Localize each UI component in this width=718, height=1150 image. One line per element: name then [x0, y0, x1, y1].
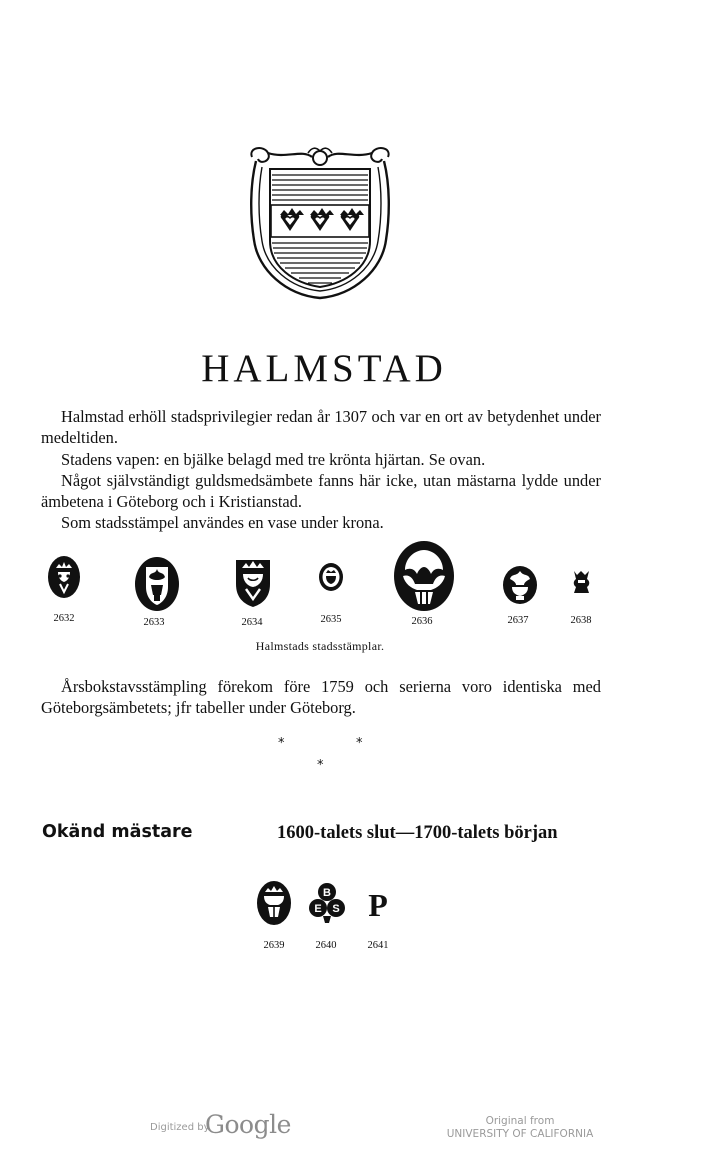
origin-line: Original from — [485, 1115, 555, 1127]
letter-p-stamp-icon — [366, 888, 390, 920]
stamp-number: 2641 — [367, 940, 389, 951]
BES-trefoil-stamp-icon — [309, 882, 345, 924]
stamp-number: 2634 — [241, 617, 263, 628]
svg-text:S: S — [332, 903, 340, 915]
master-period: 1600-talets slut—1700-talets början — [277, 823, 558, 843]
svg-text:B: B — [323, 887, 331, 899]
stamp-number: 2636 — [411, 616, 433, 627]
vase-crown-oval-stamp-icon — [46, 554, 82, 600]
small-vase-mark-icon — [573, 570, 590, 594]
paragraph-guild: Något självständigt guldsmedsämbete fanns här icke, utan mästarna lydde under ämbetena i Göteborg och i Kristianstad. — [41, 470, 601, 512]
master-name: Okänd mästare — [42, 822, 193, 842]
round-vase-stamp-icon — [502, 565, 538, 605]
stamp-number: 2635 — [320, 614, 342, 625]
svg-text:E: E — [314, 903, 322, 915]
digitized-by-label: Digitized by — [150, 1122, 210, 1133]
google-logo: Google — [205, 1110, 291, 1139]
halmstad-coat-of-arms-icon — [246, 145, 394, 300]
paragraph-coat-of-arms: Stadens vapen: en bjälke belagd med tre krönta hjärtan. Se ovan. — [61, 449, 486, 469]
paragraph-town-mark: Som stadsstämpel användes en vase under krona. — [61, 513, 384, 533]
section-break-asterisk: * — [317, 758, 324, 773]
small-round-vase-stamp-icon — [318, 562, 344, 592]
paragraph-year-letters: Årsbokstavsstämpling förekom före 1759 och serierna voro identiska med Göteborgsämbetets; jfr tabeller under Göteborg. — [41, 677, 601, 718]
crowned-vase-shield-stamp-icon — [234, 556, 272, 608]
oval-vase-stamp-icon — [256, 880, 292, 926]
stamp-number: 2637 — [507, 615, 529, 626]
stamp-number: 2632 — [53, 613, 75, 624]
origin-institution: UNIVERSITY OF CALIFORNIA — [446, 1127, 594, 1140]
stamp-number: 2639 — [263, 940, 285, 951]
stamp-number: 2633 — [143, 617, 165, 628]
page-title: HALMSTAD — [201, 347, 447, 390]
paragraph-privileges: Halmstad erhöll stadsprivilegier redan år 1307 och var en ort av betydenhet under medeltiden. — [41, 407, 601, 448]
vase-crown-shield-stamp-icon — [133, 555, 181, 613]
section-break-asterisk: * — [356, 736, 363, 751]
section-break-asterisk: * — [278, 736, 285, 751]
stamps-caption: Halmstads stadsstämplar. — [255, 639, 385, 653]
stamp-number: 2638 — [570, 615, 592, 626]
year-letter-text — [41, 676, 601, 719]
stamp-letter: P — [368, 888, 388, 920]
large-oval-vase-stamp-icon — [393, 540, 455, 612]
stamp-number: 2640 — [315, 940, 337, 951]
origin-notice — [420, 1115, 620, 1140]
intro-text — [41, 406, 601, 534]
